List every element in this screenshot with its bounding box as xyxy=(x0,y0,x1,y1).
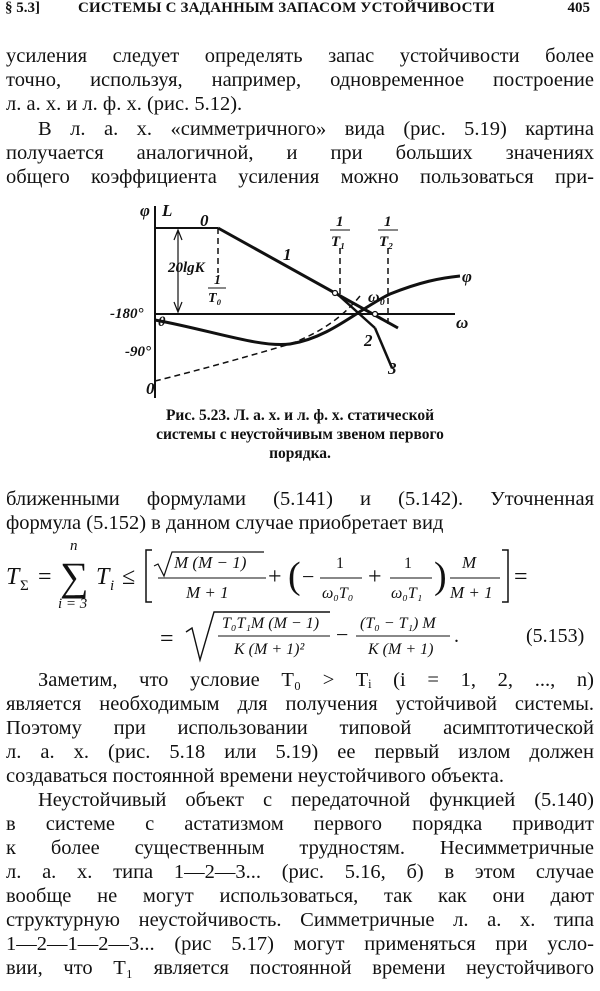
eq-frac1-den: M + 1 xyxy=(186,583,229,602)
page-number: 405 xyxy=(567,0,590,16)
eq-lhs-sub: Σ xyxy=(20,578,29,594)
eq-frac3-den: ω₀T₁ xyxy=(391,585,423,602)
eq-Ti-sub: i xyxy=(110,578,115,594)
eq2-frac2-den: K (M + 1) xyxy=(368,641,434,658)
lah-lfh-figure xyxy=(110,198,500,408)
text-line: структурную неустойчивость. Симметричные л. а. х. типа xyxy=(6,909,594,931)
phi-label: φ xyxy=(140,201,150,220)
caption-line: Рис. 5.23. Л. а. х. и л. ф. х. статической xyxy=(165,407,435,424)
phi-curve-label: φ xyxy=(462,267,472,286)
equation-number: (5.153) xyxy=(526,625,585,647)
T1-denominator: T₁ xyxy=(331,234,346,250)
svg-text:−: − xyxy=(302,564,315,589)
text-line: л. а. х. (рис. 5.18 или 5.19) ее первый излом должен xyxy=(6,741,594,763)
text-line: точно, используя, например, одновременное построение xyxy=(6,69,594,91)
paragraph-2 xyxy=(6,117,594,189)
T2-numerator: 1 xyxy=(384,214,392,230)
phase-curve-dashed xyxy=(155,296,360,381)
paragraph-3 xyxy=(6,487,594,535)
svg-text:=: = xyxy=(160,626,174,652)
phase-curve xyxy=(155,276,460,345)
paragraph-4 xyxy=(6,668,594,788)
T0-denominator: T₀ xyxy=(208,291,222,306)
eq-frac2-num: 1 xyxy=(336,555,344,572)
section-number: § 5.3] xyxy=(5,0,40,16)
T1-numerator: 1 xyxy=(336,214,344,230)
text-line: ближенными формулами (5.141) и (5.142). Уточненная xyxy=(6,488,594,510)
asymptote-2-label: 2 xyxy=(364,331,373,350)
text-line: л. а. х. типа 1—2—3... (рис. 5.16, б) в этом случае xyxy=(6,861,594,883)
equation-5-153 xyxy=(0,536,600,666)
L-label: L xyxy=(162,201,173,220)
svg-text:(: ( xyxy=(288,555,301,597)
text-line: общего коэффициента усиления можно пользоваться при- xyxy=(6,166,594,188)
svg-text:−: − xyxy=(336,622,349,647)
20lgK-label: 20lgK xyxy=(168,260,205,276)
eq-frac3-num: 1 xyxy=(404,555,412,572)
caption-line: порядка. xyxy=(269,445,331,462)
eq2-frac1-num: T₀T₁M (M − 1) xyxy=(222,615,320,632)
eq-frac4-num: M xyxy=(462,553,477,572)
text-line: Поэтому при использовании типовой асимптотической xyxy=(6,717,594,739)
text-line: Неустойчивый объект с передаточной функцией (5.140) xyxy=(38,789,594,811)
eq-lhs: T xyxy=(6,564,20,590)
svg-text:+: + xyxy=(368,564,382,590)
text-line: является необходимым для получения устойчивой системы. xyxy=(6,693,594,715)
svg-text:=: = xyxy=(38,564,52,590)
eq-leq: ≤ xyxy=(122,564,136,590)
caption-line: системы с неустойчивым звеном первого xyxy=(156,426,444,443)
text-line: создаваться постоянной времени неустойчивого объекта. xyxy=(6,765,504,787)
eq-sum-bottom: i = 3 xyxy=(58,596,88,612)
minus90-label: -90° xyxy=(125,344,151,360)
T0-numerator: 1 xyxy=(214,273,221,288)
text-line: 1—2—1—2—3... (рис 5.17) могут применяться при усло- xyxy=(6,933,594,955)
origin-label-top: 0 xyxy=(200,211,209,230)
svg-text:∑: ∑ xyxy=(60,554,89,599)
omega-axis-label: ω xyxy=(456,313,469,332)
eq-Ti: T xyxy=(96,564,110,590)
paragraph-5 xyxy=(6,788,594,980)
text-line: усиления следует определять запас устойчивости более xyxy=(6,45,594,67)
eq-frac1-num: M (M − 1) xyxy=(174,553,247,572)
text-line: в системе с астатизмом первого порядка приводит xyxy=(6,813,594,835)
paragraph-1 xyxy=(6,44,594,116)
text-line: к более существенным трудностям. Несимметричные xyxy=(6,837,594,859)
svg-text:+: + xyxy=(268,564,282,590)
eq2-frac2-num: (T₀ − T₁) M xyxy=(360,615,436,632)
eq2-frac1-den: K (M + 1)² xyxy=(234,641,305,658)
omega0-label: ω₀ xyxy=(368,289,386,306)
svg-text:.: . xyxy=(454,625,459,647)
origin-label-bottom: 0 xyxy=(146,379,155,398)
eq-frac2-den: ω₀T₀ xyxy=(322,585,354,602)
page-header xyxy=(0,0,600,24)
text-line: В л. а. х. «симметричного» вида (рис. 5.19) картина xyxy=(38,118,594,140)
text-line: формула (5.152) в данном случае приобретает вид xyxy=(6,512,444,534)
svg-text:=: = xyxy=(514,564,528,590)
text-line: вии, что T₁ является постоянной времени неустойчивого xyxy=(6,957,594,979)
text-line: л. а. х. и л. ф. х. (рис. 5.12). xyxy=(6,93,243,115)
eq-frac4-den: M + 1 xyxy=(450,583,493,602)
T2-denominator: T₂ xyxy=(379,234,394,250)
svg-text:): ) xyxy=(434,555,447,597)
running-title: СИСТЕМЫ С ЗАДАННЫМ ЗАПАСОМ УСТОЙЧИВОСТИ xyxy=(78,0,495,16)
text-line: вообще не могут использоваться, так как они дают xyxy=(6,885,594,907)
eq-sum-top: n xyxy=(70,538,78,554)
asymptote-3-label: 3 xyxy=(388,359,397,378)
minus180-label: -180° xyxy=(110,306,144,322)
zero-axis-label: 0 xyxy=(158,314,166,330)
text-line: Заметим, что условие T₀ > Tᵢ (i = 1, 2, ..., n) xyxy=(38,669,594,691)
asymptote-1-label: 1 xyxy=(283,245,292,264)
figure-caption xyxy=(100,406,500,463)
text-line: получается аналогичной, и при больших значениях xyxy=(6,142,594,164)
